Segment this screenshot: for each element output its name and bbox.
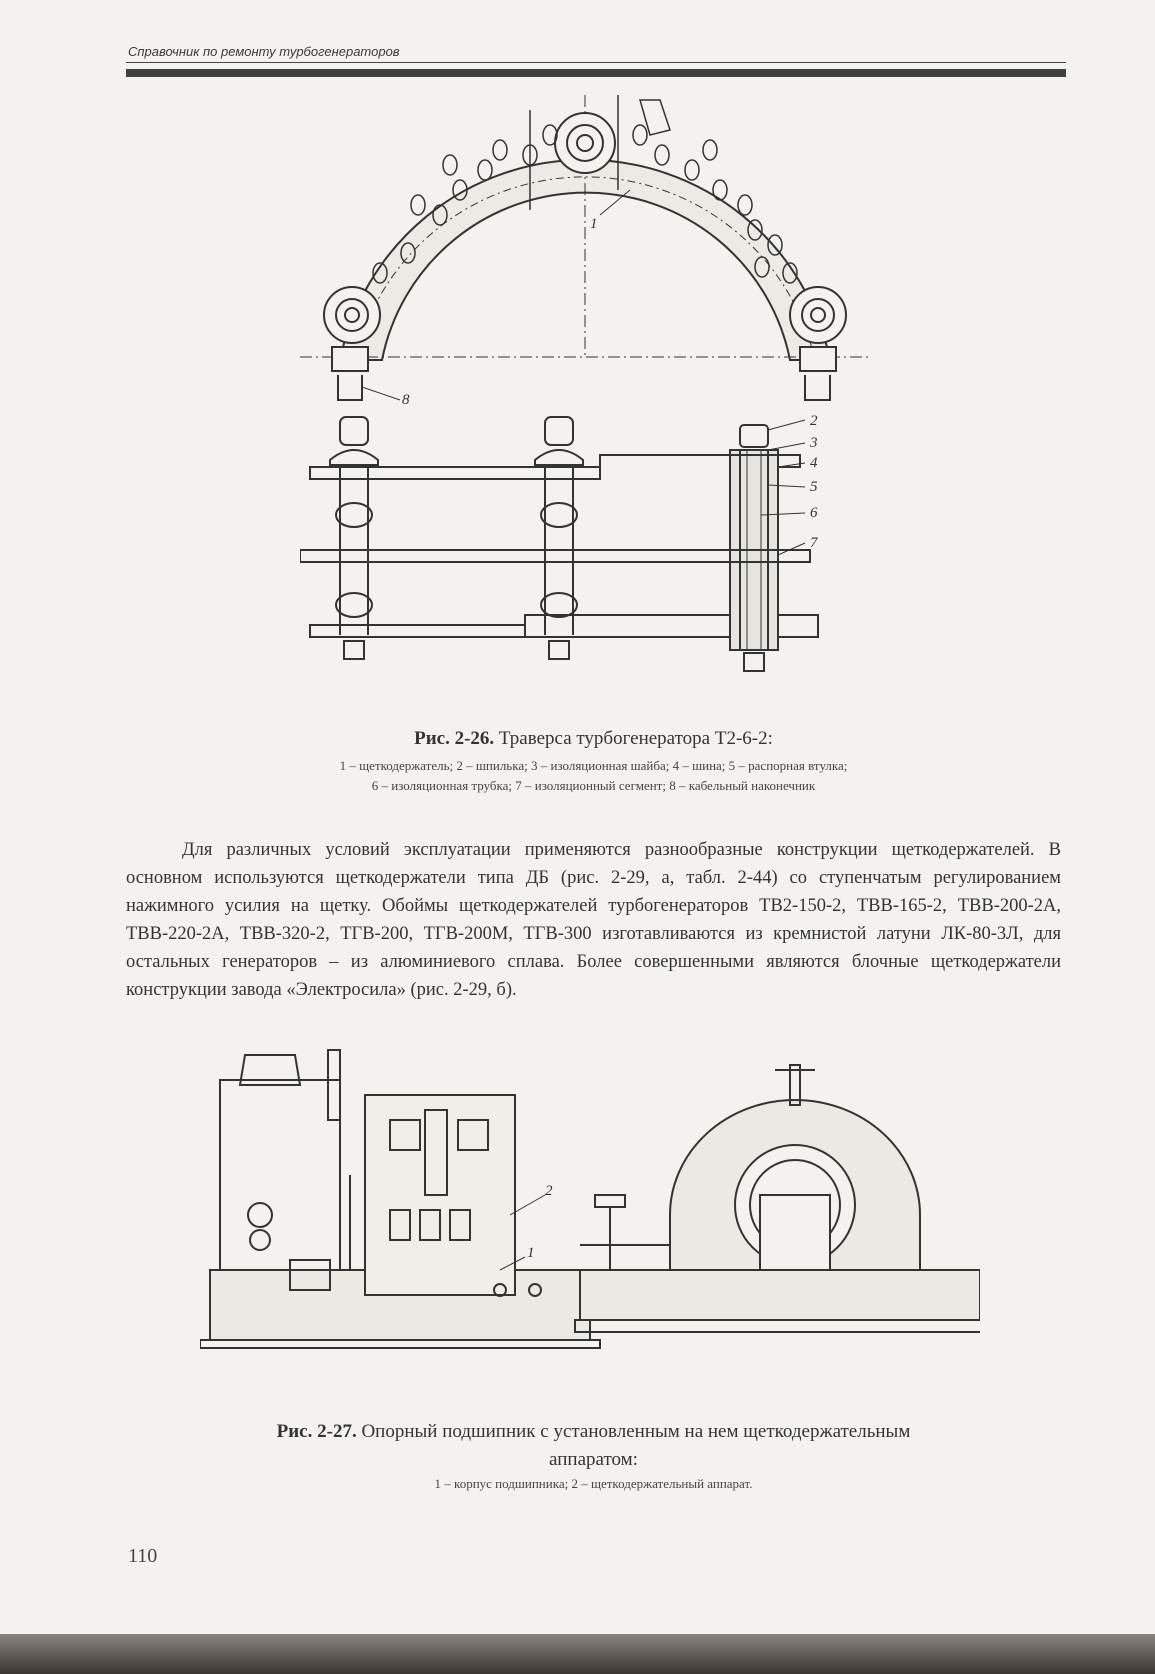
figure-2-27-title-line2: аппаратом: [549, 1449, 638, 1470]
callout-8: 8 [402, 392, 410, 408]
figure-2-26-legend-line2: 6 – изоляционная трубка; 7 – изоляционный сегмент; 8 – кабельный наконечник [371, 778, 816, 793]
figure-2-26-label: Рис. 2-26. [414, 728, 495, 749]
figure-2-27-legend: 1 – корпус подшипника; 2 – щеткодержательный аппарат. [434, 1476, 753, 1491]
figure-2-27-label: Рис. 2-27. [276, 1421, 357, 1442]
figure-2-27-caption [126, 1418, 1061, 1474]
page-number: 110 [128, 1545, 158, 1567]
figure-2-27-callout-2: 2 [545, 1183, 553, 1199]
callout-1: 1 [590, 216, 598, 232]
book-edge [0, 1634, 1155, 1674]
figure-2-26-caption [126, 728, 1061, 750]
callout-7: 7 [810, 535, 818, 551]
figure-2-26-title: Траверса турбогенератора Т2-6-2: [498, 728, 773, 749]
figure-2-26-legend [126, 756, 1061, 796]
figure-2-27-drawing [200, 1045, 980, 1385]
callout-6: 6 [810, 505, 818, 521]
callout-5: 5 [810, 479, 818, 495]
header-rule-thick [126, 69, 1066, 77]
figure-2-26-drawing [300, 95, 870, 715]
callout-2: 2 [810, 413, 818, 429]
running-head: Справочник по ремонту турбогенераторов [128, 44, 400, 59]
header-rule-thin [126, 62, 1066, 63]
callout-4: 4 [810, 455, 818, 471]
figure-2-26-legend-line1: 1 – щеткодержатель; 2 – шпилька; 3 – изоляционная шайба; 4 – шина; 5 – распорная втулка; [339, 758, 848, 773]
figure-2-27-title-line1: Опорный подшипник с установленным на нем щеткодержательным [361, 1421, 911, 1442]
figure-2-27-callout-1: 1 [527, 1245, 535, 1261]
callout-3: 3 [810, 435, 818, 451]
body-paragraph: Для различных условий эксплуатации применяются разнообразные конструкции щеткодержателей. В основном используются щеткодержатели типа ДБ (рис. 2-29, а, табл. 2-44) со ступенчатым регулированием нажимного усилия на щетку. Обоймы щеткодержателей турбогенераторов ТВ2-150-2, ТВВ-165-2, ТВВ-200-2А, ТВВ-220-2А, ТВВ-320-2, ТГВ-200, ТГВ-200М, ТГВ-300 изготавливаются из кремнистой латуни ЛК-80-3Л, для остальных генераторов – из алюминиевого сплава. Более совершенными являются блочные щеткодержатели конструкции завода «Электросила» (рис. 2-29, б). [126, 840, 1061, 1000]
